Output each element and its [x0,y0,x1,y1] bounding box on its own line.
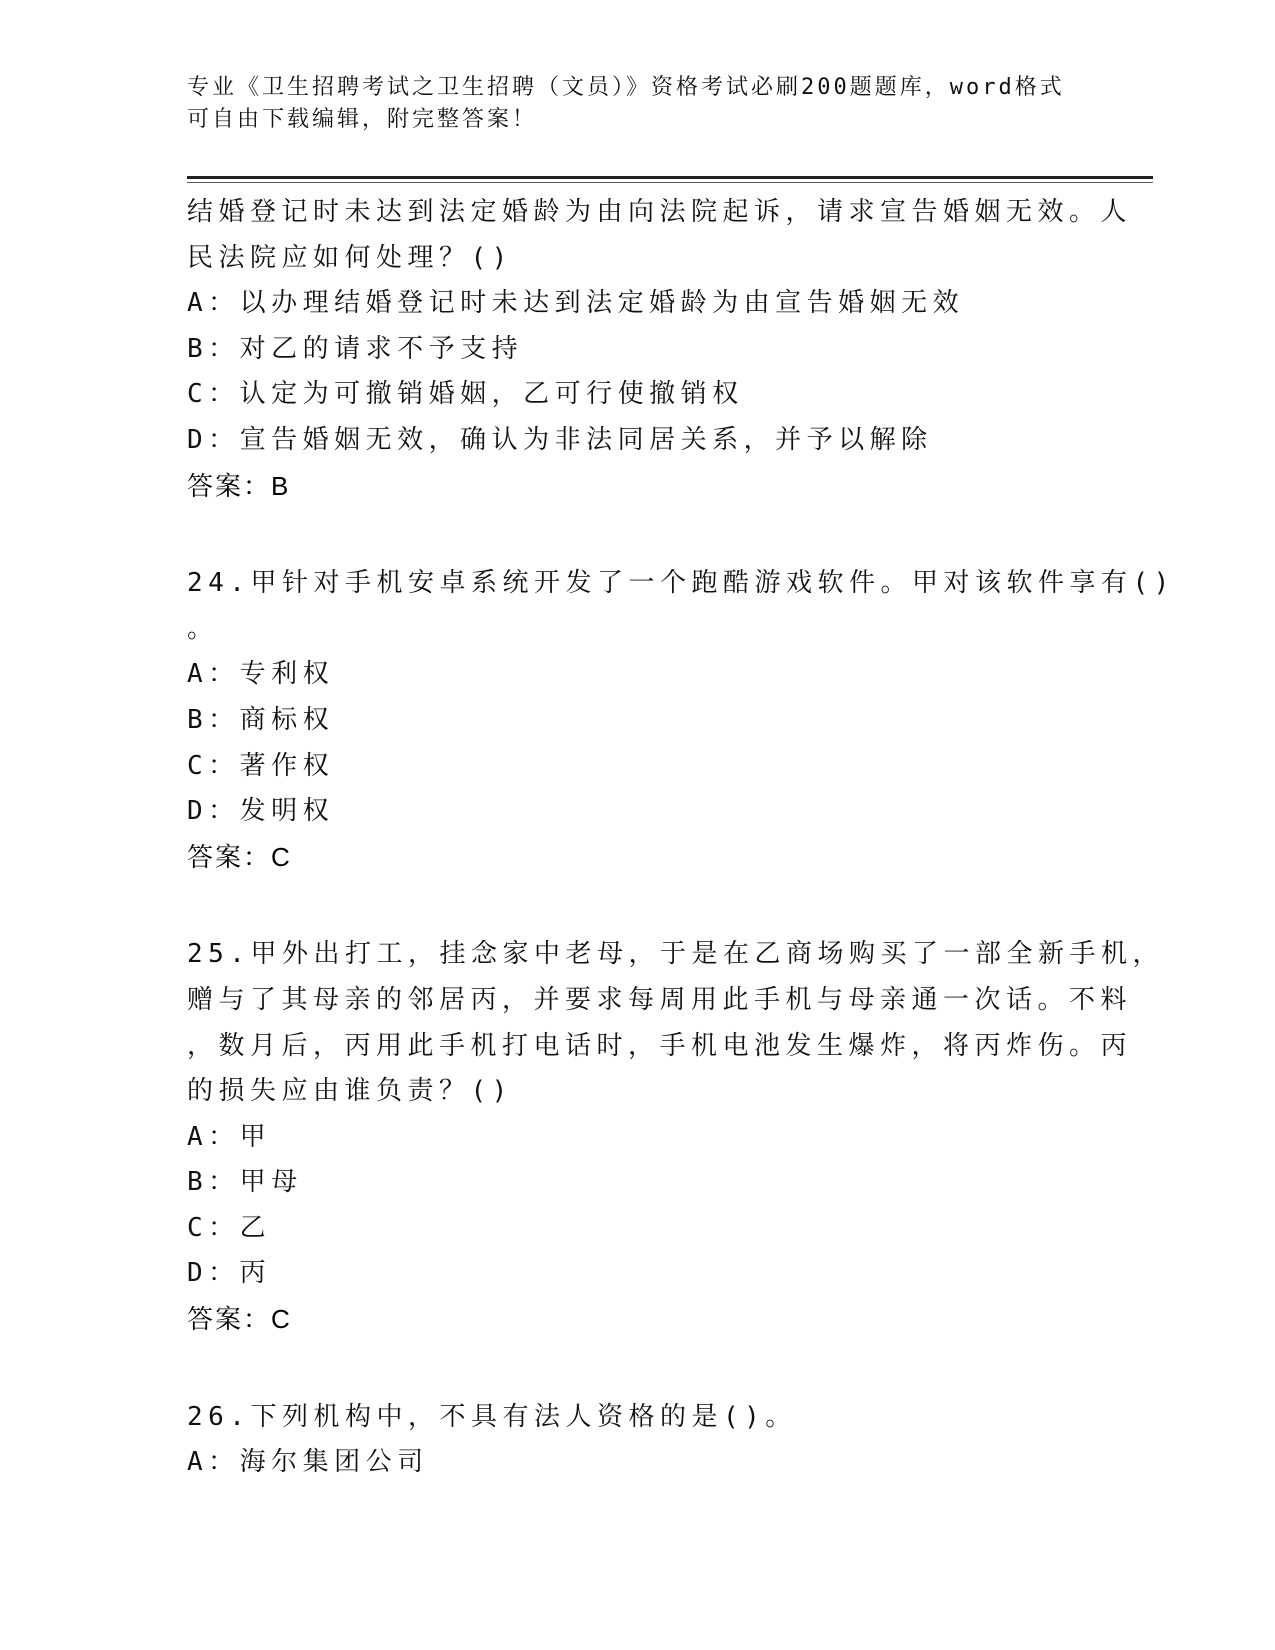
header-divider-thin [187,182,1153,183]
question-text-line: 民法院应如何处理？() [187,242,513,273]
question-23-continued [187,190,1133,509]
option-d: D：丙 [187,1258,272,1289]
option-c: C：乙 [187,1212,272,1243]
option-b: B：甲母 [187,1167,303,1198]
question-26 [187,1395,1107,1486]
option-a: A：海尔集团公司 [187,1447,429,1478]
question-text-line: ，数月后，丙用此手机打电话时，手机电池发生爆炸，将丙炸伤。丙 [187,1030,1133,1061]
question-text-line: 赠与了其母亲的邻居丙，并要求每周用此手机与母亲通一次话。不料 [187,984,1133,1015]
question-list [187,190,1175,1538]
document-header [187,72,1087,136]
option-a: A：专利权 [187,659,335,690]
option-d: D：发明权 [187,796,335,827]
option-d: D：宣告婚姻无效，确认为非法同居关系，并予以解除 [187,424,933,455]
question-text-line: 。 [187,613,219,644]
option-a: A：甲 [187,1121,272,1152]
header-divider-thick [187,176,1153,179]
option-c: C：认定为可撤销婚姻，乙可行使撤销权 [187,379,744,410]
option-b: B：商标权 [187,704,335,735]
option-b: B：对乙的请求不予支持 [187,333,524,364]
answer: 答案：B [187,470,291,501]
question-text-line: 的损失应由谁负责？() [187,1076,513,1107]
header-title-line-2: 可自由下载编辑，附完整答案！ [187,107,538,132]
question-text-line: 24.甲针对手机安卓系统开发了一个跑酷游戏软件。甲对该软件享有() [187,568,1175,599]
answer: 答案：C [187,841,292,872]
answer: 答案：C [187,1304,292,1335]
question-24 [187,561,1175,880]
option-c: C：著作权 [187,750,335,781]
question-text-line: 25.甲外出打工，挂念家中老母，于是在乙商场购买了一部全新手机， [187,939,1164,970]
header-title-line-1: 专业《卫生招聘考试之卫生招聘（文员）》资格考试必刷200题题库，word格式 [187,75,1065,100]
question-25 [187,932,1164,1342]
question-text-line: 结婚登记时未达到法定婚龄为由向法院起诉，请求宣告婚姻无效。人 [187,197,1133,227]
option-a: A：以办理结婚登记时未达到法定婚龄为由宣告婚姻无效 [187,288,965,319]
question-text-line: 26.下列机构中，不具有法人资格的是()。 [187,1401,797,1432]
